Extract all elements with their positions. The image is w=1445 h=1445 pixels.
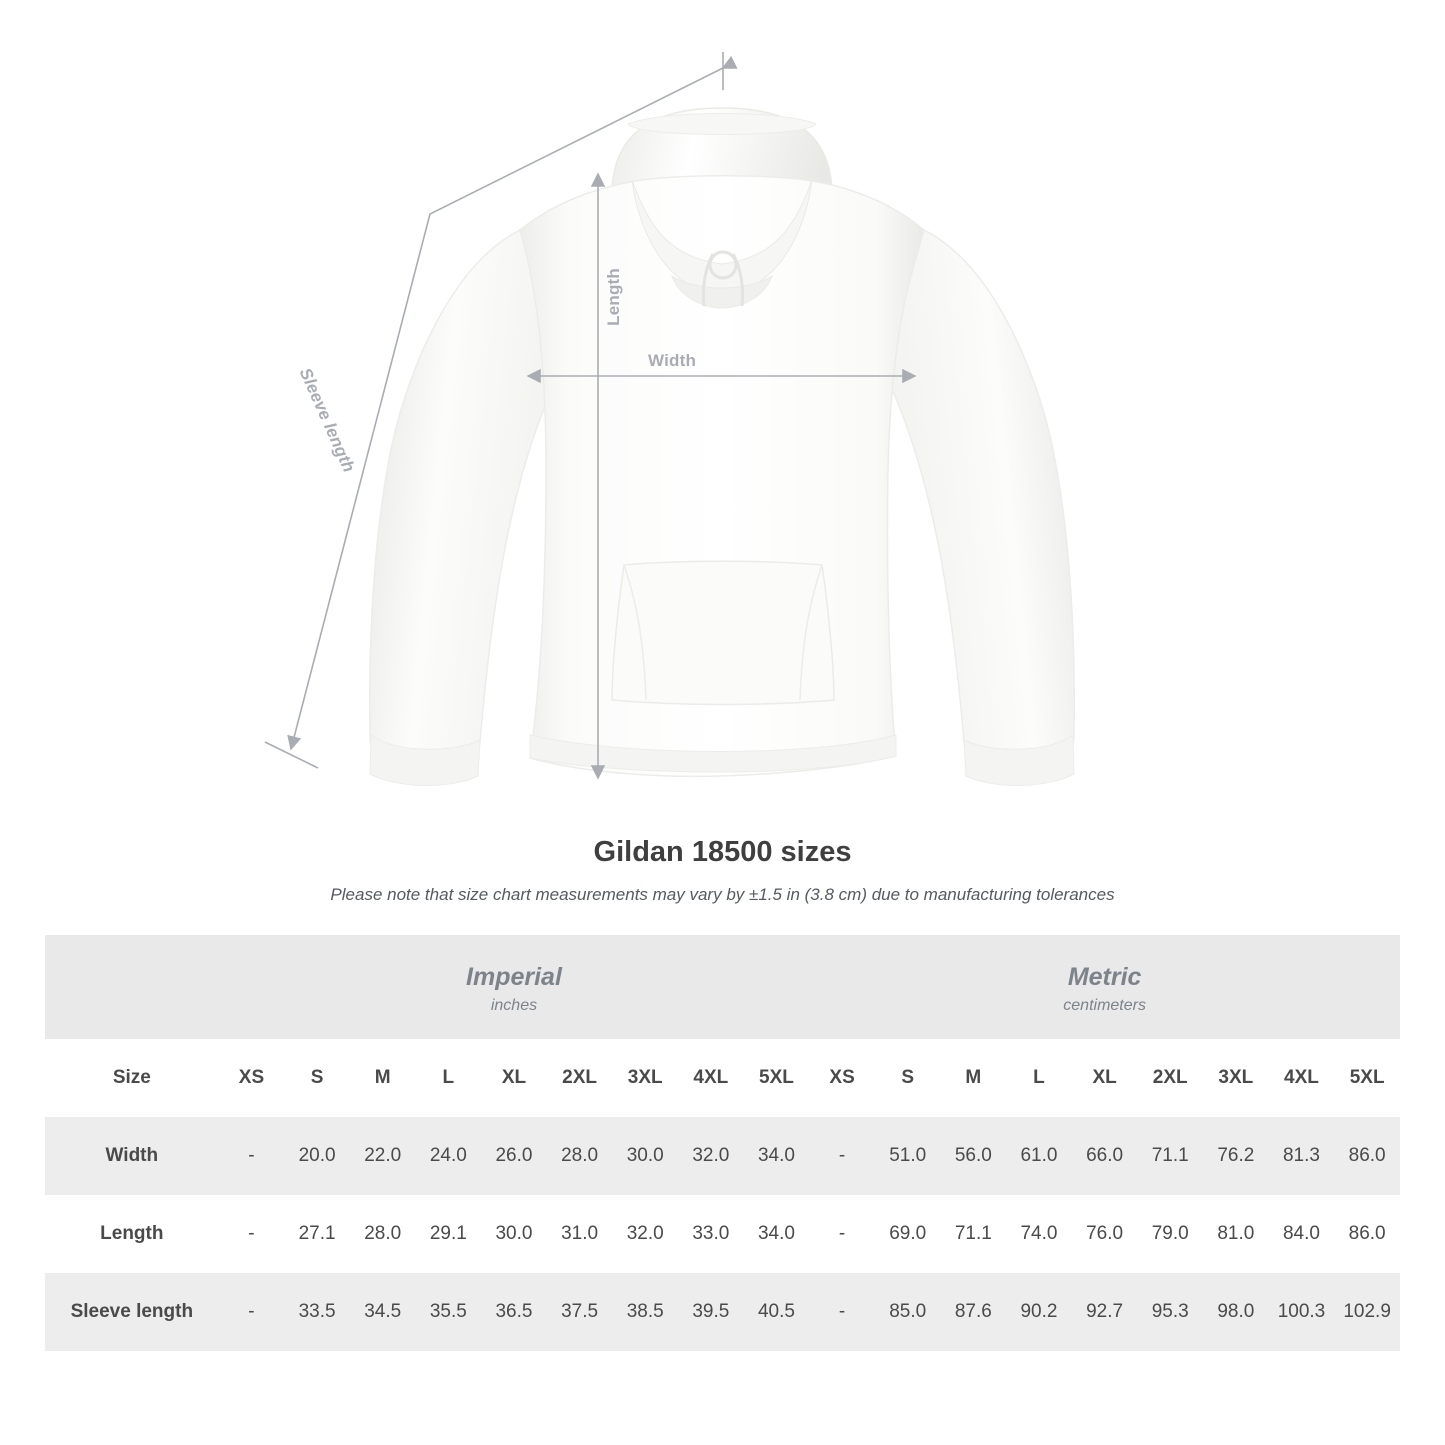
width-imperial-2xl: 28.0 [547,1117,613,1195]
sleeve-imperial-4xl: 39.5 [678,1273,744,1351]
size-cell-metric-xl: XL [1072,1039,1138,1117]
length-metric-2xl: 79.0 [1137,1195,1203,1273]
size-cell-imperial-s: S [284,1039,350,1117]
size-header-row [45,1039,1400,1117]
row-label-sleeve-length: Sleeve length [45,1273,219,1351]
length-imperial-xs: - [219,1195,285,1273]
page-title: Gildan 18500 sizes [593,836,852,868]
length-imperial-xl: 30.0 [481,1195,547,1273]
unit-header-spacer [45,935,219,1039]
size-cell-imperial-5xl: 5XL [744,1039,810,1117]
length-imperial-m: 28.0 [350,1195,416,1273]
width-imperial-5xl: 34.0 [744,1117,810,1195]
size-cell-metric-5xl: 5XL [1334,1039,1400,1117]
size-cell-metric-l: L [1006,1039,1072,1117]
sleeve-imperial-2xl: 37.5 [547,1273,613,1351]
unit-sub-imperial: inches [490,997,538,1015]
table-row-sleeve-length [45,1273,1400,1351]
size-table [45,935,1400,1351]
sleeve-metric-xl: 92.7 [1072,1273,1138,1351]
size-cell-imperial-xs: XS [219,1039,285,1117]
sleeve-imperial-5xl: 40.5 [744,1273,810,1351]
size-cell-metric-m: M [941,1039,1007,1117]
title-block [0,836,1445,905]
sleeve-metric-5xl: 102.9 [1334,1273,1400,1351]
width-imperial-3xl: 30.0 [612,1117,678,1195]
length-metric-3xl: 81.0 [1203,1195,1269,1273]
size-table-wrapper [45,935,1400,1351]
unit-name-metric: Metric [1067,962,1142,991]
length-metric-xl: 76.0 [1072,1195,1138,1273]
length-metric-4xl: 84.0 [1269,1195,1335,1273]
length-imperial-l: 29.1 [416,1195,482,1273]
hoodie-garment [370,108,1074,786]
width-label: Width [648,351,697,370]
size-cell-metric-s: S [875,1039,941,1117]
sleeve-metric-s: 85.0 [875,1273,941,1351]
length-imperial-2xl: 31.0 [547,1195,613,1273]
sleeve-imperial-l: 35.5 [416,1273,482,1351]
width-imperial-l: 24.0 [416,1117,482,1195]
width-imperial-xl: 26.0 [481,1117,547,1195]
table-row-width [45,1117,1400,1195]
sleeve-metric-l: 90.2 [1006,1273,1072,1351]
size-cell-metric-3xl: 3XL [1203,1039,1269,1117]
size-cell-imperial-m: M [350,1039,416,1117]
length-imperial-s: 27.1 [284,1195,350,1273]
size-cell-imperial-l: L [416,1039,482,1117]
sleeve-metric-4xl: 100.3 [1269,1273,1335,1351]
length-metric-m: 71.1 [941,1195,1007,1273]
sleeve-metric-3xl: 98.0 [1203,1273,1269,1351]
width-metric-xl: 66.0 [1072,1117,1138,1195]
unit-name-imperial: Imperial [466,962,562,991]
tolerance-note: Please note that size chart measurements may vary by ±1.5 in (3.8 cm) due to manufacturing tolerances [330,885,1115,904]
length-label: Length [604,268,623,326]
width-imperial-xs: - [219,1117,285,1195]
length-metric-xs: - [809,1195,875,1273]
size-cell-metric-4xl: 4XL [1269,1039,1335,1117]
width-metric-5xl: 86.0 [1334,1117,1400,1195]
width-imperial-m: 22.0 [350,1117,416,1195]
sleeve-imperial-3xl: 38.5 [612,1273,678,1351]
sleeve-length-label: Sleeve length [295,365,359,476]
sleeve-imperial-xs: - [219,1273,285,1351]
sleeve-metric-xs: - [809,1273,875,1351]
width-metric-s: 51.0 [875,1117,941,1195]
size-cell-imperial-2xl: 2XL [547,1039,613,1117]
width-metric-3xl: 76.2 [1203,1117,1269,1195]
length-imperial-5xl: 34.0 [744,1195,810,1273]
size-header-cell: Size [45,1039,219,1117]
length-metric-5xl: 86.0 [1334,1195,1400,1273]
size-cell-metric-xs: XS [809,1039,875,1117]
length-imperial-3xl: 32.0 [612,1195,678,1273]
width-metric-l: 61.0 [1006,1117,1072,1195]
length-imperial-4xl: 33.0 [678,1195,744,1273]
sleeve-metric-2xl: 95.3 [1137,1273,1203,1351]
size-cell-metric-2xl: 2XL [1137,1039,1203,1117]
row-label-width: Width [45,1117,219,1195]
width-metric-4xl: 81.3 [1269,1117,1335,1195]
unit-sub-metric: centimeters [1063,997,1146,1015]
sleeve-imperial-s: 33.5 [284,1273,350,1351]
sleeve-imperial-m: 34.5 [350,1273,416,1351]
size-cell-imperial-4xl: 4XL [678,1039,744,1117]
row-label-length: Length [45,1195,219,1273]
unit-header-metric [809,935,1400,1039]
width-imperial-4xl: 32.0 [678,1117,744,1195]
width-metric-xs: - [809,1117,875,1195]
width-metric-m: 56.0 [941,1117,1007,1195]
width-metric-2xl: 71.1 [1137,1117,1203,1195]
length-metric-s: 69.0 [875,1195,941,1273]
table-row-length [45,1195,1400,1273]
width-imperial-s: 20.0 [284,1117,350,1195]
sleeve-imperial-xl: 36.5 [481,1273,547,1351]
sleeve-metric-m: 87.6 [941,1273,1007,1351]
size-cell-imperial-xl: XL [481,1039,547,1117]
size-cell-imperial-3xl: 3XL [612,1039,678,1117]
unit-header-imperial [219,935,810,1039]
unit-header-row [45,935,1400,1039]
length-metric-l: 74.0 [1006,1195,1072,1273]
